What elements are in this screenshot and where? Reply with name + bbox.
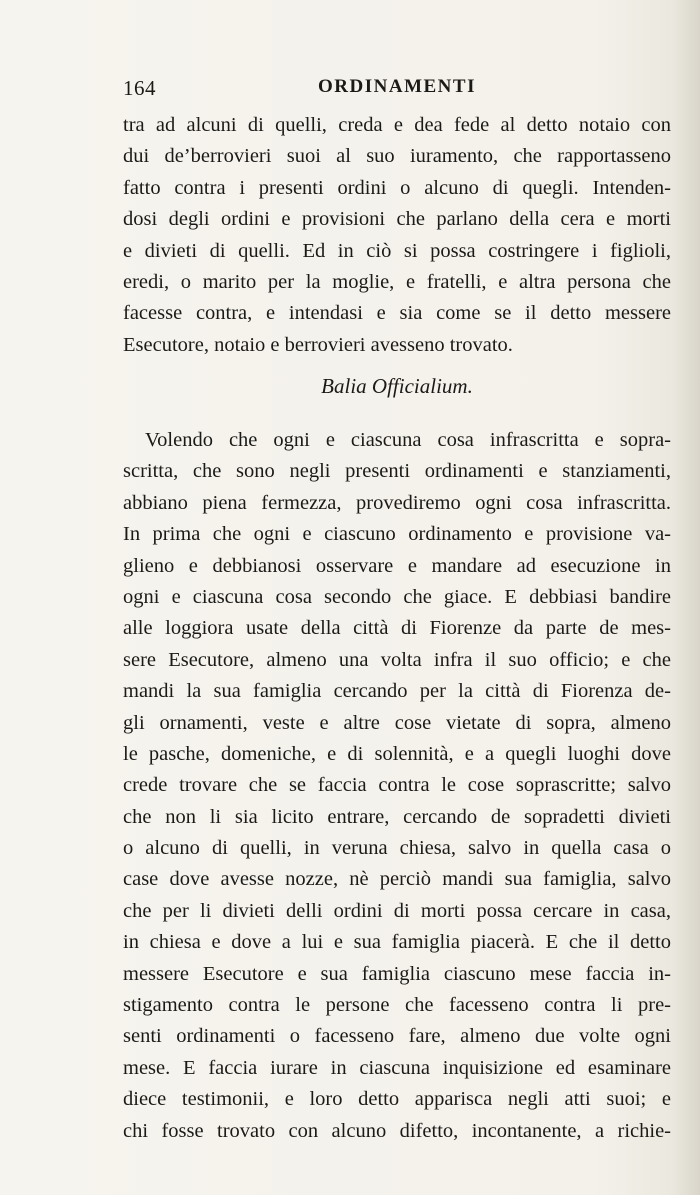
- text-line: case dove avesse nozze, nè perciò mandi sua famiglia, salvo: [123, 868, 671, 891]
- text-line: e divieti di quelli. Ed in ciò si possa costringere i figlioli,: [123, 239, 671, 262]
- text-line: messere Esecutore e sua famiglia ciascuno mese faccia in-: [123, 962, 671, 985]
- text-line: Esecutore, notaio e berrovieri avesseno trovato.: [123, 333, 513, 356]
- text-line: alle loggiora usate della città di Fiorenze da parte de mes-: [123, 617, 671, 640]
- section-heading: Balia Officialium.: [321, 374, 473, 398]
- text-line: o alcuno di quelli, in veruna chiesa, salvo in quella casa o: [123, 837, 671, 860]
- text-line: Volendo che ogni e ciascuna cosa infrascritta e sopra-: [145, 429, 671, 451]
- text-line: eredi, o marito per la moglie, e fratelli, e altra persona che: [123, 270, 671, 293]
- running-head: ORDINAMENTI: [318, 76, 476, 97]
- text-line: dui de’berrovieri suoi al suo iuramento, che rapportasseno: [123, 145, 671, 168]
- text-line: in chiesa e dove a lui e sua famiglia piacerà. E che il detto: [123, 931, 671, 954]
- page-number: 164: [123, 76, 156, 100]
- text-line: sere Esecutore, almeno una volta infra il suo officio; e che: [123, 648, 671, 671]
- text-line: mandi la sua famiglia cercando per la città di Fiorenza de-: [123, 680, 671, 703]
- text-line: abbiano piena fermezza, provediremo ogni cosa infrascritta.: [123, 491, 671, 514]
- page-header: [123, 76, 671, 102]
- paragraph-2: [123, 425, 671, 1147]
- text-line: mese. E faccia iurare in ciascuna inquisizione ed esaminare: [123, 1056, 671, 1079]
- text-line: tra ad alcuni di quelli, creda e dea fede al detto notaio con: [123, 114, 671, 136]
- text-line: gli ornamenti, veste e altre cose vietate di sopra, almeno: [123, 711, 671, 734]
- text-line: diece testimonii, e loro detto apparisca negli atti suoi; e: [123, 1088, 671, 1111]
- text-line: che non li sia licito entrare, cercando de sopradetti divieti: [123, 805, 671, 828]
- text-line: crede trovare che se faccia contra le cose soprascritte; salvo: [123, 774, 671, 797]
- text-line: scritta, che sono negli presenti ordinamenti e stanziamenti,: [123, 460, 671, 483]
- text-line: senti ordinamenti o facesseno fare, almeno due volte ogni: [123, 1025, 671, 1048]
- text-line: ogni e ciascuna cosa secondo che giace. E debbiasi bandire: [123, 585, 671, 608]
- text-line: chi fosse trovato con alcuno difetto, incontanente, a richie-: [123, 1119, 671, 1142]
- text-line: che per li divieti delli ordini di morti possa cercare in casa,: [123, 899, 671, 922]
- text-line: le pasche, domeniche, e di solennità, e a quegli luoghi dove: [123, 742, 671, 765]
- paragraph-1: [123, 110, 671, 361]
- text-line: dosi degli ordini e provisioni che parlano della cera e morti: [123, 208, 671, 231]
- text-line: fatto contra i presenti ordini o alcuno di quegli. Intenden-: [123, 176, 671, 199]
- text-line: facesse contra, e intendasi e sia come se il detto messere: [123, 302, 671, 325]
- text-line: In prima che ogni e ciascuno ordinamento e provisione va-: [123, 523, 671, 546]
- text-line: stigamento contra le persone che facesseno contra li pre-: [123, 994, 671, 1017]
- text-line: glieno e debbianosi osservare e mandare ad esecuzione in: [123, 554, 671, 577]
